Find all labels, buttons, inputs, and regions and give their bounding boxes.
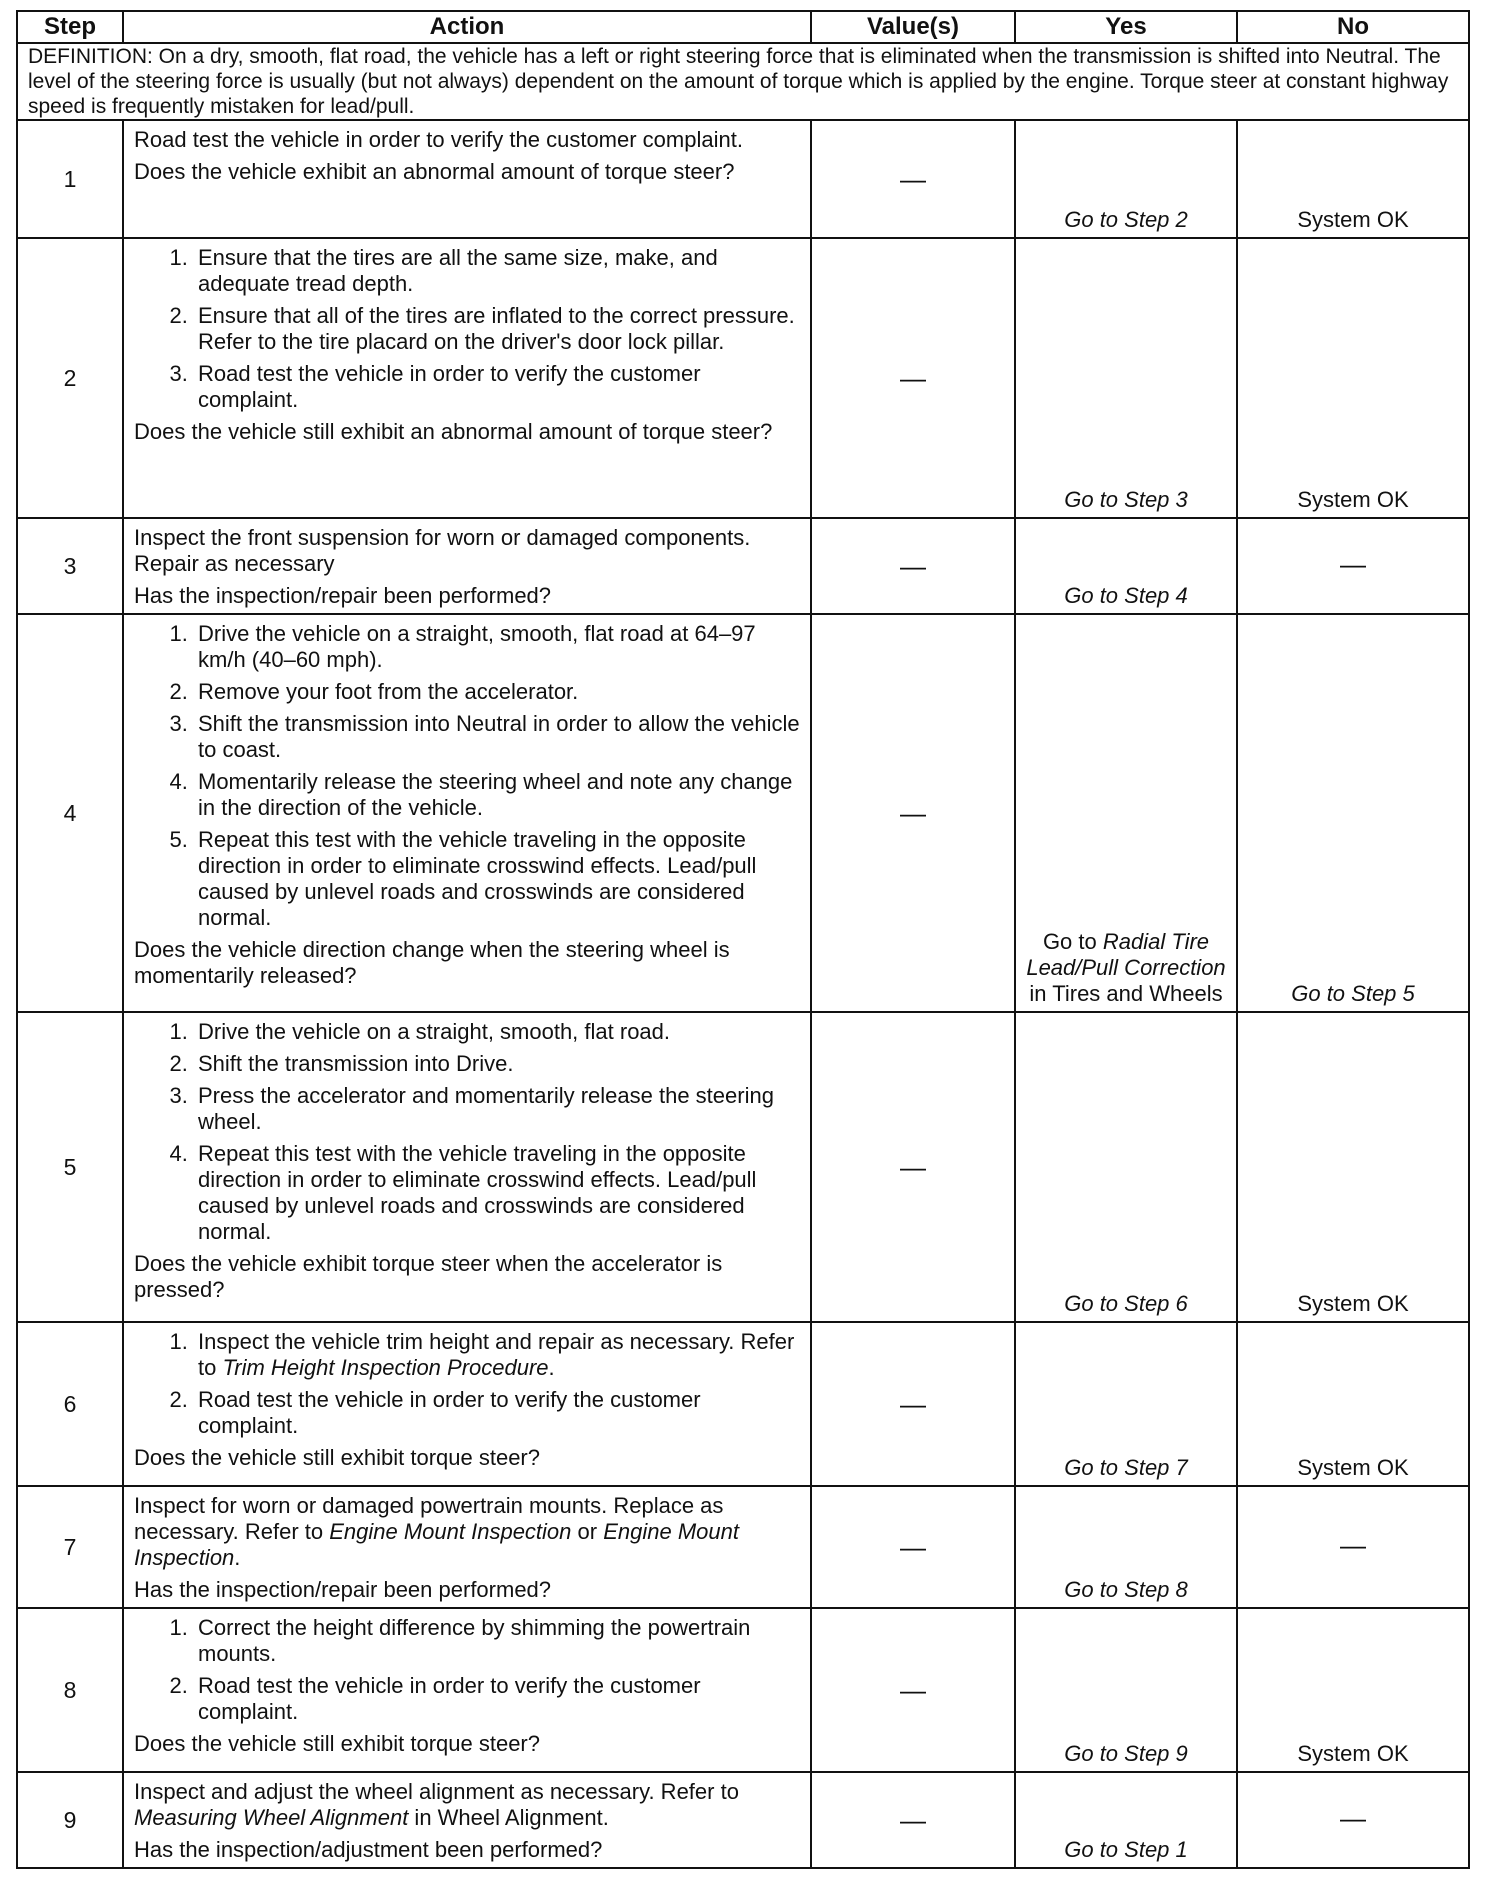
- action-list: [134, 1615, 800, 1725]
- list-item: 2. Remove your foot from the accelerator.: [194, 679, 800, 705]
- action-text: [134, 1779, 800, 1831]
- list-item-text: .: [548, 1355, 555, 1380]
- list-item: 2. Shift the transmission into Drive.: [194, 1051, 800, 1077]
- value-cell: —: [811, 1012, 1015, 1322]
- step-number: 4: [17, 614, 123, 1012]
- yes-cell: Go to Step 7: [1015, 1322, 1237, 1486]
- list-item: 4. Momentarily release the steering wheel and note any change in the direction of the vehicle.: [194, 769, 800, 821]
- header-no: No: [1237, 11, 1469, 43]
- list-item-text: Inspect the vehicle trim height and repair as necessary. Refer to: [198, 1329, 795, 1380]
- list-item: 1. Drive the vehicle on a straight, smooth, flat road at 64–97 km/h (40–60 mph).: [194, 621, 800, 673]
- step-number: 6: [17, 1322, 123, 1486]
- header-yes: Yes: [1015, 11, 1237, 43]
- action-cell: [123, 1322, 811, 1486]
- no-cell: System OK: [1237, 238, 1469, 518]
- step-row-1: [17, 120, 1469, 238]
- action-text-part: Inspect for worn or damaged powertrain mounts. Replace as necessary. Refer to: [134, 1493, 724, 1544]
- step-row-9: [17, 1772, 1469, 1868]
- question-text: Has the inspection/repair been performed?: [134, 583, 552, 608]
- action-text: Inspect the front suspension for worn or damaged components. Repair as necessary: [134, 525, 751, 576]
- list-item: 1. Ensure that the tires are all the same size, make, and adequate tread depth.: [194, 245, 800, 297]
- procedure-reference: Measuring Wheel Alignment: [134, 1805, 409, 1830]
- action-cell: [123, 120, 811, 238]
- question-text: Does the vehicle still exhibit torque steer?: [134, 1445, 540, 1470]
- no-cell: —: [1237, 1486, 1469, 1608]
- action-text: [134, 1493, 800, 1571]
- action-cell: [123, 518, 811, 614]
- no-cell: Go to Step 5: [1237, 614, 1469, 1012]
- list-item: 2. Road test the vehicle in order to verify the customer complaint.: [194, 1673, 800, 1725]
- no-cell: System OK: [1237, 1608, 1469, 1772]
- question-text: Has the inspection/repair been performed?: [134, 1577, 552, 1602]
- action-text: Road test the vehicle in order to verify the customer complaint.: [134, 127, 743, 152]
- header-step: Step: [17, 11, 123, 43]
- no-cell: —: [1237, 1772, 1469, 1868]
- yes-cell: Go to Step 1: [1015, 1772, 1237, 1868]
- step-number: 3: [17, 518, 123, 614]
- no-cell: System OK: [1237, 120, 1469, 238]
- value-cell: —: [811, 1486, 1015, 1608]
- list-item: 5. Repeat this test with the vehicle traveling in the opposite direction in order to eliminate crosswind effects. Lead/pull caused by unlevel roads and crosswinds are considered normal.: [194, 827, 800, 931]
- definition-row: [17, 43, 1469, 120]
- step-number: 7: [17, 1486, 123, 1608]
- step-number: 5: [17, 1012, 123, 1322]
- action-text-part: .: [234, 1545, 241, 1570]
- question-text: Does the vehicle still exhibit torque steer?: [134, 1731, 540, 1756]
- definition-text: DEFINITION: On a dry, smooth, flat road, the vehicle has a left or right steering force that is eliminated when the transmission is shifted into Neutral. The level of the steering force is usually (but not always) dependent on the amount of torque which is applied by the engine. Torque steer at constant highway speed is frequently mistaken for lead/pull.: [17, 43, 1469, 120]
- list-item: 2. Road test the vehicle in order to verify the customer complaint.: [194, 1387, 800, 1439]
- list-item: 3. Road test the vehicle in order to verify the customer complaint.: [194, 361, 800, 413]
- yes-cell: Go to Step 4: [1015, 518, 1237, 614]
- yes-text: Go to: [1042, 929, 1103, 954]
- question-text: Does the vehicle direction change when the steering wheel is momentarily released?: [134, 937, 730, 988]
- action-list: [134, 621, 800, 931]
- yes-cell: Go to Step 2: [1015, 120, 1237, 238]
- value-cell: —: [811, 1608, 1015, 1772]
- action-cell: [123, 1608, 811, 1772]
- header-action: Action: [123, 11, 811, 43]
- step-number: 8: [17, 1608, 123, 1772]
- step-row-4: [17, 614, 1469, 1012]
- action-cell: [123, 238, 811, 518]
- value-cell: —: [811, 1772, 1015, 1868]
- action-cell: [123, 1486, 811, 1608]
- action-cell: [123, 1772, 811, 1868]
- diagnostic-table: [16, 10, 1470, 1869]
- value-cell: —: [811, 518, 1015, 614]
- list-item: [194, 1329, 800, 1381]
- step-row-3: [17, 518, 1469, 614]
- step-number: 2: [17, 238, 123, 518]
- action-cell: [123, 614, 811, 1012]
- yes-cell: Go to Step 8: [1015, 1486, 1237, 1608]
- step-row-5: [17, 1012, 1469, 1322]
- step-row-7: [17, 1486, 1469, 1608]
- header-values: Value(s): [811, 11, 1015, 43]
- list-item: 2. Ensure that all of the tires are inflated to the correct pressure. Refer to the tire placard on the driver's door lock pillar.: [194, 303, 800, 355]
- list-item: 4. Repeat this test with the vehicle traveling in the opposite direction in order to eliminate crosswind effects. Lead/pull caused by unlevel roads and crosswinds are considered normal.: [194, 1141, 800, 1245]
- step-row-2: [17, 238, 1469, 518]
- question-text: Does the vehicle still exhibit an abnormal amount of torque steer?: [134, 419, 773, 444]
- yes-cell: Go to Step 6: [1015, 1012, 1237, 1322]
- step-row-6: [17, 1322, 1469, 1486]
- list-item: 1. Correct the height difference by shimming the powertrain mounts.: [194, 1615, 800, 1667]
- procedure-reference: Engine Mount Inspection: [329, 1519, 572, 1544]
- no-cell: System OK: [1237, 1322, 1469, 1486]
- action-list: [134, 1329, 800, 1439]
- question-text: Does the vehicle exhibit torque steer when the accelerator is pressed?: [134, 1251, 723, 1302]
- yes-reference: Radial Tire Lead/Pull Correction: [1026, 929, 1226, 980]
- action-text-part: or: [571, 1519, 604, 1544]
- question-text: Does the vehicle exhibit an abnormal amount of torque steer?: [134, 159, 735, 184]
- yes-cell: Go to Step 3: [1015, 238, 1237, 518]
- procedure-reference: Engine Mount Inspection: [134, 1519, 739, 1570]
- procedure-reference: Trim Height Inspection Procedure: [222, 1355, 549, 1380]
- action-list: [134, 1019, 800, 1245]
- value-cell: —: [811, 1322, 1015, 1486]
- list-item: 1. Drive the vehicle on a straight, smooth, flat road.: [194, 1019, 800, 1045]
- value-cell: —: [811, 120, 1015, 238]
- step-number: 9: [17, 1772, 123, 1868]
- step-row-8: [17, 1608, 1469, 1772]
- action-text-part: in Wheel Alignment.: [408, 1805, 609, 1830]
- list-item: 3. Press the accelerator and momentarily release the steering wheel.: [194, 1083, 800, 1135]
- yes-text: in Tires and Wheels: [1029, 981, 1223, 1006]
- no-cell: System OK: [1237, 1012, 1469, 1322]
- value-cell: —: [811, 238, 1015, 518]
- value-cell: —: [811, 614, 1015, 1012]
- list-item: 3. Shift the transmission into Neutral in order to allow the vehicle to coast.: [194, 711, 800, 763]
- action-text-part: Inspect and adjust the wheel alignment as necessary. Refer to: [134, 1779, 739, 1804]
- yes-cell: Go to Step 9: [1015, 1608, 1237, 1772]
- question-text: Has the inspection/adjustment been performed?: [134, 1837, 603, 1862]
- step-number: 1: [17, 120, 123, 238]
- yes-cell: [1015, 614, 1237, 1012]
- action-cell: [123, 1012, 811, 1322]
- action-list: [134, 245, 800, 413]
- header-row: [17, 11, 1469, 43]
- no-cell: —: [1237, 518, 1469, 614]
